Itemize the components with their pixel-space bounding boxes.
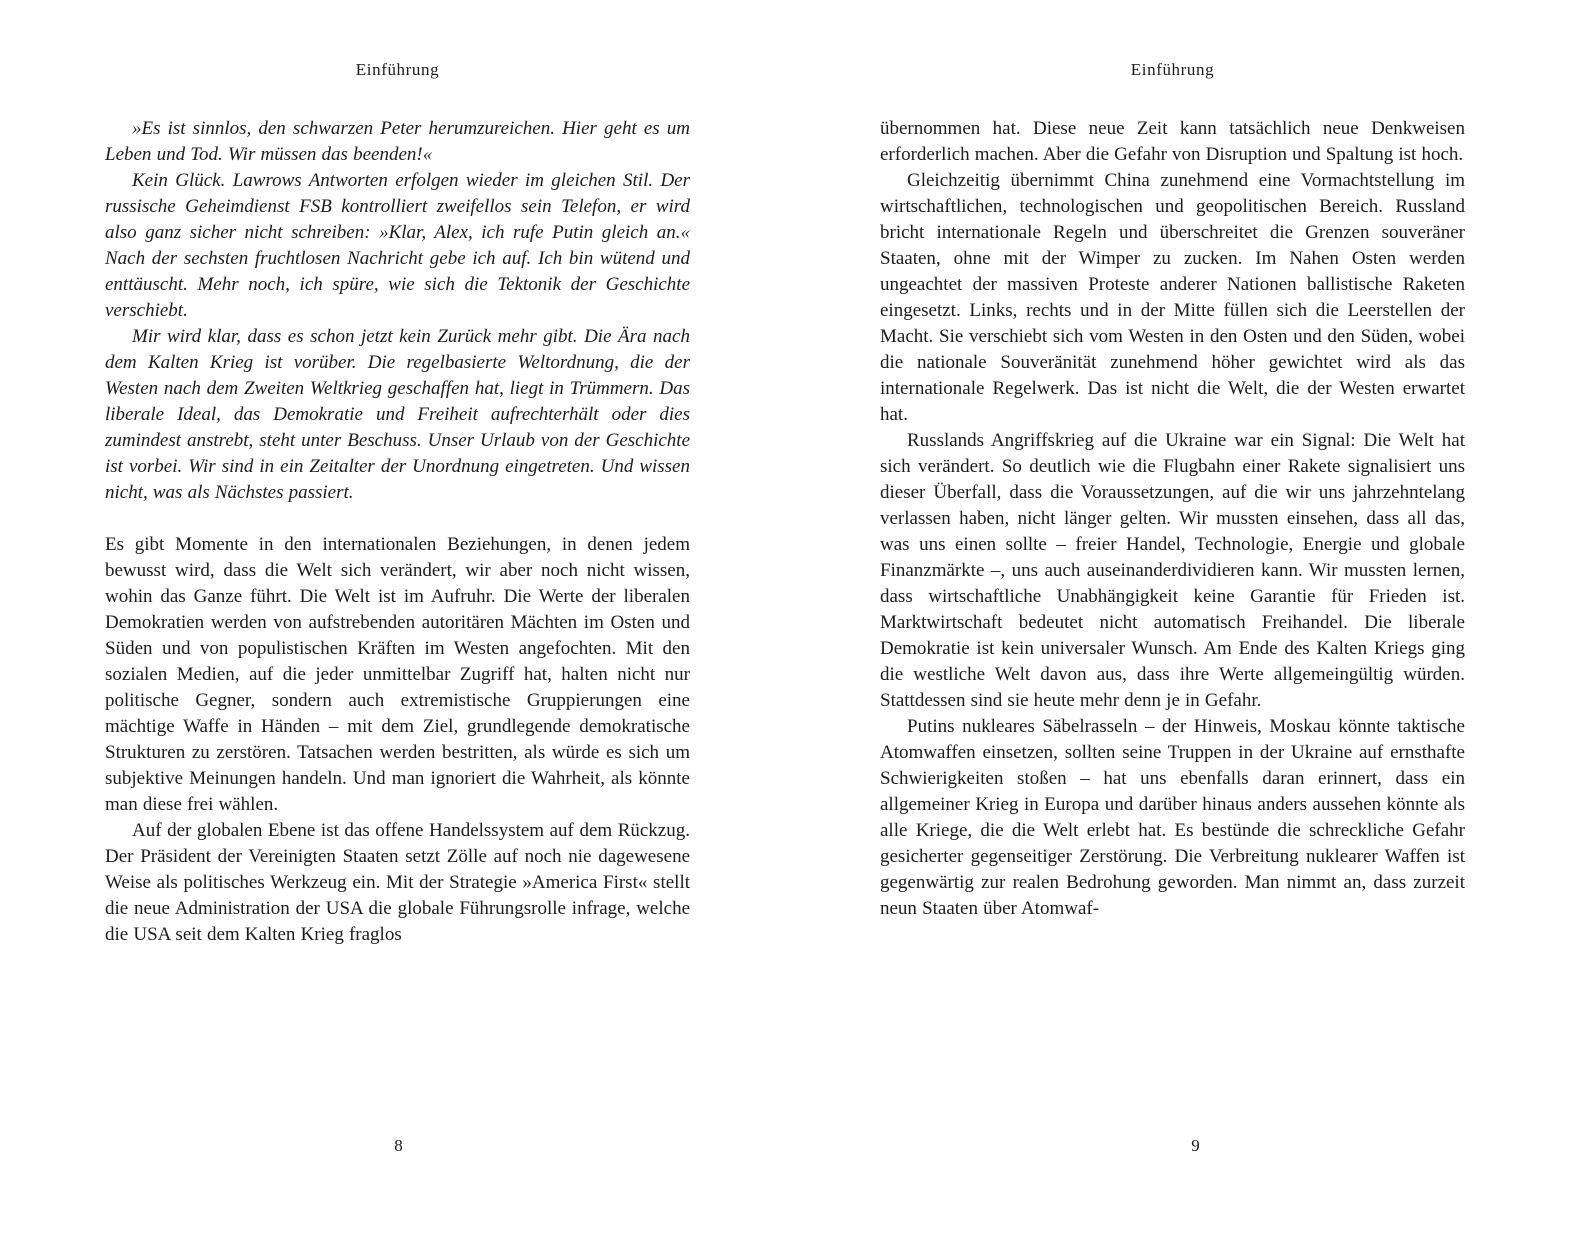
page-number-left: 8: [394, 1136, 403, 1155]
paragraph: übernommen hat. Diese neue Zeit kann tatsächlich neue Denkweisen erforderlich machen. Aber die Gefahr von Disruption und Spaltung ist hoch.: [880, 118, 1465, 165]
paragraph: Russlands Angriffskrieg auf die Ukraine war ein Signal: Die Welt hat sich verändert. So deutlich wie die Flugbahn einer Rakete signalisiert uns dieser Überfall, dass die Voraussetzungen, auf die wir uns jahrzehntelang verlassen haben, nicht länger gelten. Wir mussten einsehen, dass all das, was uns einen sollte – freier Handel, Technologie, Energie und globale Finanzmärkte –, uns auch auseinanderdividieren kann. Wir mussten lernen, dass wirtschaftliche Unabhängigkeit keine Garantie für Frieden ist. Marktwirtschaft bedeutet nicht automatisch Freihandel. Die liberale Demokratie ist kein universaler Wunsch. Am Ende des Kalten Kriegs ging die westliche Welt davon aus, dass ihre Werte allgemeingültig würden. Stattdessen sind sie heute mehr denn je in Gefahr.: [880, 430, 1465, 711]
paragraph: Auf der globalen Ebene ist das offene Handelssystem auf dem Rückzug. Der Präsident der Vereinigten Staaten setzt Zölle auf noch nie dagewesene Weise als politisches Werkzeug ein. Mit der Strategie »America First« stellt die neue Administration der USA die globale Führungsrolle infrage, welche die USA seit dem Kalten Krieg fraglos: [105, 820, 690, 945]
paragraph: Gleichzeitig übernimmt China zunehmend eine Vormachtstellung im wirtschaftlichen, technologischen und geopolitischen Bereich. Russland bricht internationale Regeln und überschreitet die Grenzen souveräner Staaten, ohne mit der Wimper zu zucken. Im Nahen Osten werden ungeachtet der massiven Proteste anderer Nationen ballistische Raketen eingesetzt. Links, rechts und in der Mitte füllen sich die Leerstellen der Macht. Sie verschiebt sich vom Westen in den Osten und den Süden, wobei die nationale Souveränität zunehmend höher gewichtet wird als das internationale Regelwerk. Das ist nicht die Welt, die der Westen erwartet hat.: [880, 170, 1465, 425]
running-head-left: Einführung: [355, 60, 440, 79]
paragraph: Kein Glück. Lawrows Antworten erfolgen wieder im gleichen Stil. Der russische Geheimdienst FSB kontrolliert zweifellos sein Telefon, er wird also ganz sicher nicht schreiben: »Klar, Alex, ich rufe Putin gleich an.« Nach der sechsten fruchtlosen Nachricht gebe ich auf. Ich bin wütend und enttäuscht. Mehr noch, ich spüre, wie sich die Tektonik der Geschichte verschiebt.: [105, 170, 690, 321]
running-head-right: Einführung: [1130, 60, 1215, 79]
page-number-right: 9: [1191, 1136, 1200, 1155]
left-page-body: [105, 116, 690, 948]
paragraph: Es gibt Momente in den internationalen Beziehungen, in denen jedem bewusst wird, dass die Welt sich verändert, wir aber noch nicht wissen, wohin das Ganze führt. Die Welt ist im Aufruhr. Die Werte der liberalen Demokratien werden von aufstrebenden autoritären Mächten im Osten und Süden und von populistischen Kräften im Westen angefochten. Mit den sozialen Medien, auf die jeder unmittelbar Zugriff hat, halten nicht nur politische Gegner, sondern auch extremistische Gruppierungen eine mächtige Waffe in Händen – mit dem Ziel, grundlegende demokratische Strukturen zu zerstören. Tatsachen werden bestritten, als würde es sich um subjektive Meinungen handeln. Und man ignoriert die Wahrheit, als könnte man diese frei wählen.: [105, 534, 690, 815]
paragraph: Mir wird klar, dass es schon jetzt kein Zurück mehr gibt. Die Ära nach dem Kalten Krieg ist vorüber. Die regelbasierte Weltordnung, die der Westen nach dem Zweiten Weltkrieg geschaffen hat, liegt in Trümmern. Das liberale Ideal, das Demokratie und Freiheit aufrechterhält oder dies zumindest anstrebt, steht unter Beschuss. Unser Urlaub von der Geschichte ist vorbei. Wir sind in ein Zeitalter der Unordnung eingetreten. Und wissen nicht, was als Nächstes passiert.: [105, 326, 690, 503]
paragraph: Putins nukleares Säbelrasseln – der Hinweis, Moskau könnte taktische Atomwaffen einsetzen, sollten seine Truppen in der Ukraine auf ernsthafte Schwierigkeiten stoßen – hat uns ebenfalls daran erinnert, dass ein allgemeiner Krieg in Europa und darüber hinaus anders aussehen könnte als alle Kriege, die die Welt erlebt hat. Es bestünde die schreckliche Gefahr gesicherter gegenseitiger Zerstörung. Die Verbreitung nuklearer Waffen ist gegenwärtig zur realen Bedrohung geworden. Man nimmt an, dass zurzeit neun Staaten über Atomwaf-: [880, 716, 1465, 919]
right-page: [797, 0, 1594, 1240]
right-page-body: [880, 116, 1465, 922]
paragraph: »Es ist sinnlos, den schwarzen Peter herumzureichen. Hier geht es um Leben und Tod. Wir müssen das beenden!«: [105, 118, 690, 165]
